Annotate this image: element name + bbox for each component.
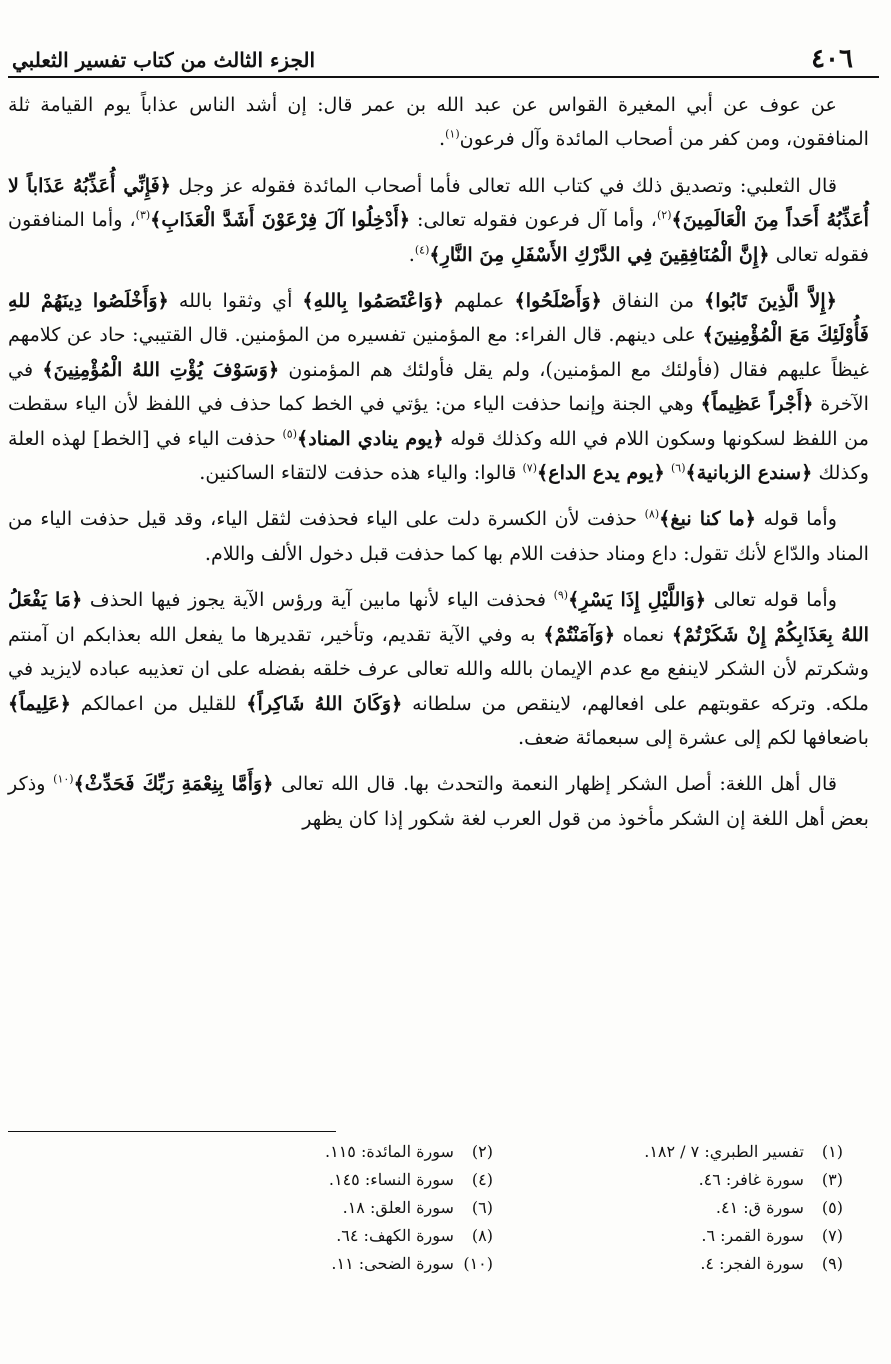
body-text: حذفت الياء في [الخط] لهذه العلة وكذلك	[8, 426, 869, 485]
footnote-ref: (٦)	[670, 461, 686, 475]
footnote	[203, 1138, 493, 1166]
running-head: الجزء الثالث من كتاب تفسير الثعلبي	[12, 48, 315, 72]
footnote-number: (٩)	[821, 1254, 843, 1273]
footnote-number: (١٠)	[463, 1254, 493, 1273]
footnote-text: سورة العلق: ١٨.	[342, 1198, 459, 1217]
body-text: باضعافها لكم إلى عشرة إلى سبعمائة ضعف.	[518, 725, 869, 749]
footnote-text: سورة النساء: ١٤٥.	[328, 1170, 459, 1189]
footnote-number: (٤)	[471, 1170, 493, 1189]
footnote-text: سورة القمر: ٦.	[701, 1226, 809, 1245]
quran-quote: ﴿وَسَوْفَ يُؤْتِ اللهُ الْمُؤْمِنِينَ﴾	[42, 357, 280, 381]
quran-quote: ﴿فَإِنِّي أُعَذِّبُهُ عَذَاباً لا أُعَذِّبُهُ أَحَداً مِنَ الْعَالَمِينَ﴾	[8, 173, 869, 232]
body-text: قال الثعلبي: وتصديق ذلك في كتاب الله تعالى فأما أصحاب المائدة فقوله عز وجل	[171, 173, 838, 197]
body-text: قال أهل اللغة: أصل الشكر إظهار النعمة والتحدث بها. قال الله تعالى	[273, 772, 837, 796]
body-text: قالوا: والياء هذه حذفت لالتقاء الساكنين.	[199, 461, 523, 485]
footnote-ref: (٨)	[644, 508, 660, 522]
page-header	[8, 34, 879, 78]
footnote-text: تفسير الطبري: ٧ / ١٨٢.	[644, 1142, 809, 1161]
footnote-ref: (٤)	[414, 243, 430, 257]
body-paragraph	[8, 284, 869, 490]
body-text: وذكر بعض أهل اللغة إن الشكر مأخوذ من قول العرب لغة شكور إذا كان يظهر	[8, 772, 869, 830]
footnote-number: (٥)	[821, 1198, 843, 1217]
footnote-text: سورة المائدة: ١١٥.	[325, 1142, 459, 1161]
footnote	[553, 1194, 843, 1222]
body-paragraph	[8, 502, 869, 571]
footnote-ref: (٩)	[553, 588, 569, 602]
footnote-number: (٨)	[471, 1226, 493, 1245]
body-text: وأما قوله تعالى	[706, 588, 837, 612]
footnote	[203, 1166, 493, 1194]
footnote-ref: (١)	[445, 128, 460, 142]
quran-quote: ﴿وَآمَنْتُمْ﴾	[543, 622, 616, 646]
body-paragraph	[8, 169, 869, 272]
quran-quote: ﴿مَا يَفْعَلُ اللهُ بِعَذَابِكُمْ إِنْ شَكَرْتُمْ﴾	[8, 588, 869, 646]
footnote-number: (٣)	[821, 1170, 843, 1189]
quran-quote: ﴿وَأَصْلَحُوا﴾	[514, 289, 602, 313]
body-text: وهي الجنة وإنما حذفت الياء من: يؤتي في الخط كما حذف في اللفظ لأن الياء سقطت من اللفظ لسكونها وسكون اللام في الله وكذلك قوله	[8, 392, 869, 450]
body-text: به وفي الآية تقديم، وتأخير، تقديرها ما يفعل الله بعذابكم ان آمنتم وشكرتم لأن الشكر لاينفع مع عدم الإيمان بالله والله تعالى عرف خلقه بفضله على ان تعذيبه عباده لايزيد في ملكه. وتركه عقوبتهم على افعالهم، لاينقص من سلطانه	[8, 622, 869, 715]
footnote-ref: (٥)	[282, 427, 297, 441]
body-text: في الآخرة	[8, 357, 869, 416]
footnote-text: سورة الفجر: ٤.	[700, 1254, 809, 1273]
footnote-number: (٧)	[821, 1226, 843, 1245]
quran-quote: ﴿عَلِيماً﴾	[8, 691, 72, 715]
footnote-divider	[8, 1131, 336, 1132]
body-text: .	[438, 127, 446, 151]
footnote	[203, 1250, 493, 1278]
body-paragraph	[8, 88, 869, 157]
body-text: وأما قوله	[756, 507, 837, 531]
body-text: عن عوف عن أبي المغيرة القواس عن عبد الله بن عمر قال: إن أشد الناس عذاباً يوم القيامة ثلة المنافقون، ومن كفر من أصحاب المائدة وآل فرعون	[8, 93, 869, 151]
footnotes	[203, 1138, 843, 1278]
quran-quote: ﴿وَاعْتَصَمُوا بِاللهِ﴾	[302, 289, 444, 313]
quran-quote: ﴿إِلاَّ الَّذِينَ تَابُوا﴾	[704, 289, 837, 313]
body-text: ، وأما المنافقون فقوله تعالى	[8, 208, 869, 266]
footnote	[553, 1250, 843, 1278]
footnote-text: سورة الكهف: ٦٤.	[336, 1226, 459, 1245]
footnote-ref: (٧)	[522, 461, 537, 475]
quran-quote: ﴿يوم يدع الداع﴾	[536, 461, 665, 485]
footnote	[553, 1222, 843, 1250]
footnote-ref: (٢)	[657, 208, 672, 222]
footnote-number: (٦)	[471, 1198, 493, 1217]
footnote-text: سورة غافر: ٤٦.	[698, 1170, 809, 1189]
body-text: عملهم	[443, 289, 515, 313]
footnote-text: سورة ق: ٤١.	[715, 1198, 809, 1217]
body-text: حذفت لأن الكسرة دلت على الياء فحذفت لثقل الياء، وقد قيل حذفت الياء من المناد والدّاع لأنك تقول: داع ومناد حذفت اللام بها كما حذفت قبل دخول الألف واللام.	[8, 507, 869, 565]
footnote	[203, 1222, 493, 1250]
quran-quote: ﴿إِنَّ الْمُنَافِقِينَ فِي الدَّرْكِ الأَسْفَلِ مِنَ النَّارِ﴾	[429, 242, 770, 266]
body-text: من النفاق	[601, 289, 705, 313]
footnote-text: سورة الضحى: ١١.	[331, 1254, 459, 1273]
quran-quote: ﴿يوم ينادي المناد﴾	[296, 426, 444, 450]
quran-quote: ﴿وَاللَّيْلِ إِذَا يَسْرِ﴾	[568, 588, 707, 612]
quran-quote: ﴿وَكَانَ اللهُ شَاكِراً﴾	[246, 691, 403, 715]
body-text: نعماه	[615, 622, 672, 646]
footnote	[553, 1138, 843, 1166]
quran-quote: ﴿أَدْخِلُوا آلَ فِرْعَوْنَ أَشَدَّ الْعَذَابِ﴾	[150, 208, 411, 232]
quran-quote: ﴿وَأَخْلَصُوا دِينَهُمْ للهِ فَأُوْلَئِكَ مَعَ الْمُؤْمِنِينَ﴾	[8, 289, 869, 347]
quran-quote: ﴿ما كنا نبغ﴾	[659, 507, 757, 531]
quran-quote: ﴿أَجْراً عَظِيماً﴾	[700, 392, 814, 416]
footnote-ref: (١٠)	[53, 772, 74, 786]
body-paragraph	[8, 583, 869, 755]
footnote	[553, 1166, 843, 1194]
body-text: على دينهم. قال الفراء: مع المؤمنين تفسيره من المؤمنين. قال القتيبي: حاد عن كلامهم غيظاً عليهم فقال (فأولئك مع المؤمنين)، ولم يقل فأولئك هم المؤمنون	[8, 323, 869, 381]
page-body	[8, 88, 869, 848]
quran-quote: ﴿سندع الزبانية﴾	[685, 461, 813, 485]
footnote	[203, 1194, 493, 1222]
quran-quote: ﴿وَأَمَّا بِنِعْمَةِ رَبِّكَ فَحَدِّثْ﴾	[73, 772, 274, 796]
footnote-number: (٢)	[471, 1142, 493, 1161]
body-text: أي وثقوا بالله	[168, 289, 303, 313]
footnote-ref: (٣)	[135, 208, 151, 222]
body-text: ، وأما آل فرعون فقوله تعالى:	[410, 208, 657, 232]
body-paragraph	[8, 767, 869, 836]
body-text: .	[408, 242, 415, 266]
body-text: للقليل من اعمالكم	[71, 691, 247, 715]
body-text: فحذفت الياء لأنها مابين آية ورؤس الآية يجوز فيها الحذف	[82, 588, 554, 612]
footnote-number: (١)	[821, 1142, 843, 1161]
page-number: ٤٠٦	[811, 44, 853, 74]
